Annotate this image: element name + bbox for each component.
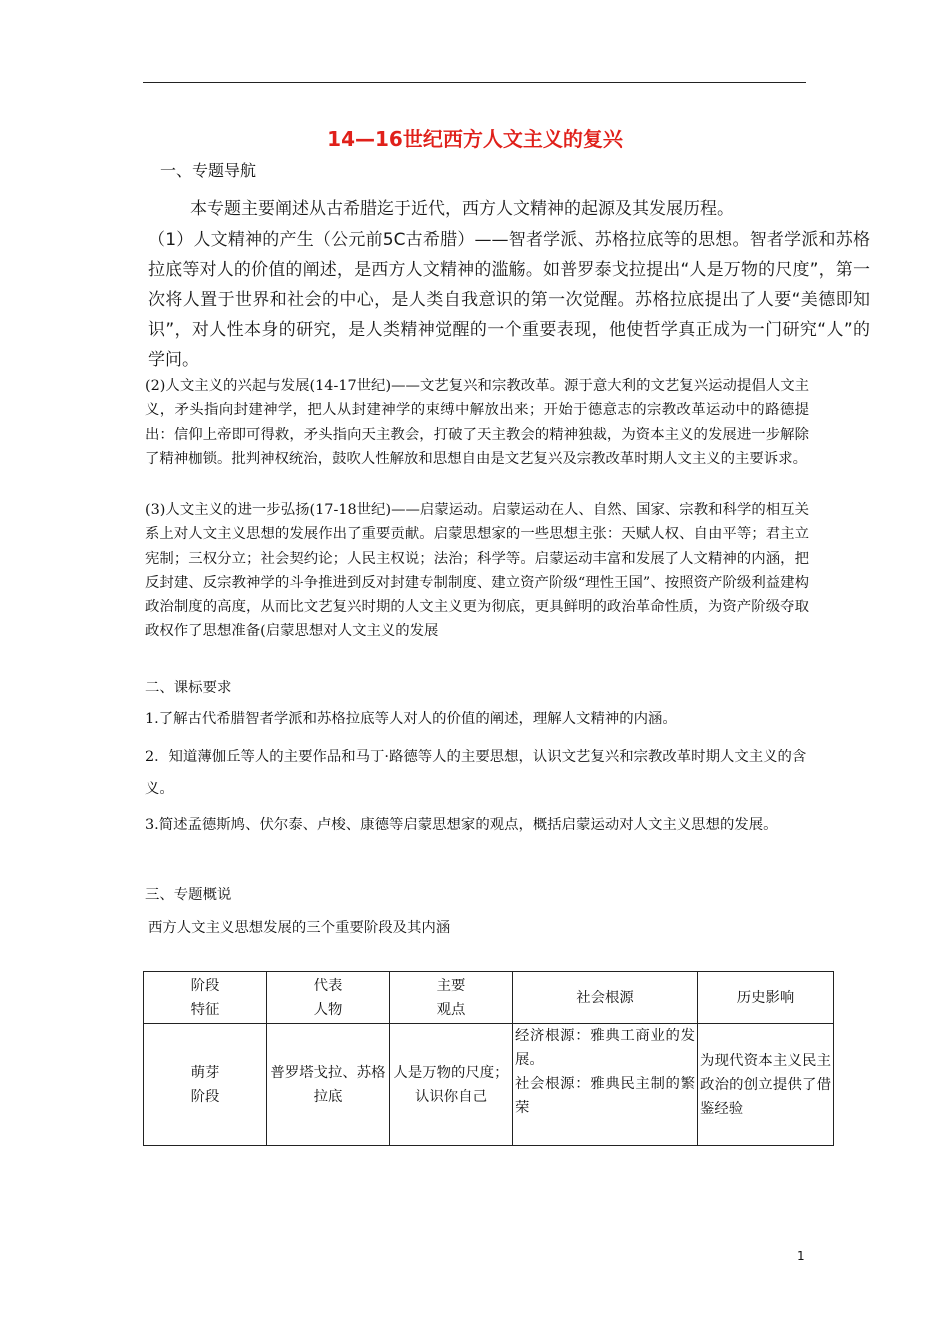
- section-1-intro: 本专题主要阐述从古希腊迄于近代，西方人文精神的起源及其发展历程。: [190, 199, 734, 219]
- requirement-3: 3.简述孟德斯鸠、伏尔泰、卢梭、康德等启蒙思想家的观点，概括启蒙运动对人文主义思想的发展。: [145, 817, 778, 833]
- section-3-subheading: 西方人文主义思想发展的三个重要阶段及其内涵: [148, 920, 451, 936]
- table-header-cell: 代表 人物: [267, 972, 390, 1024]
- table-cell-people: 普罗塔戈拉、苏格拉底: [267, 1024, 390, 1146]
- header-rule: [143, 82, 806, 83]
- section-1-heading: 一、专题导航: [160, 161, 257, 180]
- table-row: [144, 1024, 834, 1146]
- section-1-point-1: （1）人文精神的产生（公元前5C古希腊）——智者学派、苏格拉底等的思想。智者学派和苏格拉底等对人的价值的阐述，是西方人文精神的滥觞。如普罗泰戈拉提出“人是万物的尺度”，第一次将人置于世界和社会的中心，是人类自我意识的第一次觉醒。苏格拉底提出了人要“美德即知识”，对人性本身的研究，是人类精神觉醒的一个重要表现，他使哲学真正成为一门研究“人”的学问。: [148, 230, 870, 370]
- table-header-cell: 主要 观点: [390, 972, 513, 1024]
- table-header-cell: 阶段 特征: [144, 972, 267, 1024]
- table-cell-views: 人是万物的尺度； 认识你自己: [390, 1024, 513, 1146]
- section-1-point-3: (3)人文主义的进一步弘扬(17-18世纪)——启蒙运动。启蒙运动在人、自然、国家、宗教和科学的相互关系上对人文主义思想的发展作出了重要贡献。启蒙思想家的一些思想主张：天赋人权、自由平等；君主立宪制；三权分立；社会契约论；人民主权说；法治；科学等。启蒙运动丰富和发展了人文精神的内涵，把反封建、反宗教神学的斗争推进到反对封建专制制度、建立资产阶级“理性王国”、按照资产阶级利益建构政治制度的高度，从而比文艺复兴时期的人文主义更为彻底，更具鲜明的政治革命性质，为资产阶级夺取政权作了思想准备(启蒙思想对人文主义的发展: [145, 502, 809, 640]
- table-cell-stage: 萌芽 阶段: [144, 1024, 267, 1146]
- table-header-cell: 历史影响: [698, 972, 834, 1024]
- section-2-heading: 二、课标要求: [145, 680, 232, 696]
- page-number: 1: [797, 1249, 805, 1263]
- requirement-1: 1.了解古代希腊智者学派和苏格拉底等人对人的价值的阐述，理解人文精神的内涵。: [145, 711, 677, 727]
- stages-table: [143, 971, 834, 1146]
- document-title: 14—16世纪西方人文主义的复兴: [327, 127, 623, 151]
- table-header-row: [144, 972, 834, 1024]
- requirement-2: 2．知道薄伽丘等人的主要作品和马丁·路德等人的主要思想，认识文艺复兴和宗教改革时期人文主义的含义。: [145, 749, 807, 797]
- section-1-point-2: (2)人文主义的兴起与发展(14-17世纪)——文艺复兴和宗教改革。源于意大利的文艺复兴运动提倡人文主义，矛头指向封建神学，把人从封建神学的束缚中解放出来；开始于德意志的宗教改革运动中的路德提出：信仰上帝即可得救，矛头指向天主教会，打破了天主教会的精神独裁，为资本主义的发展进一步解除了精神枷锁。批判神权统治，鼓吹人性解放和思想自由是文艺复兴及宗教改革时期人文主义的主要诉求。: [145, 378, 809, 467]
- table-cell-impact: 为现代资本主义民主政治的创立提供了借鉴经验: [698, 1024, 834, 1146]
- section-3-heading: 三、专题概说: [145, 887, 232, 903]
- table-header-cell: 社会根源: [513, 972, 698, 1024]
- table-cell-roots: 经济根源：雅典工商业的发展。 社会根源：雅典民主制的繁荣: [513, 1024, 698, 1146]
